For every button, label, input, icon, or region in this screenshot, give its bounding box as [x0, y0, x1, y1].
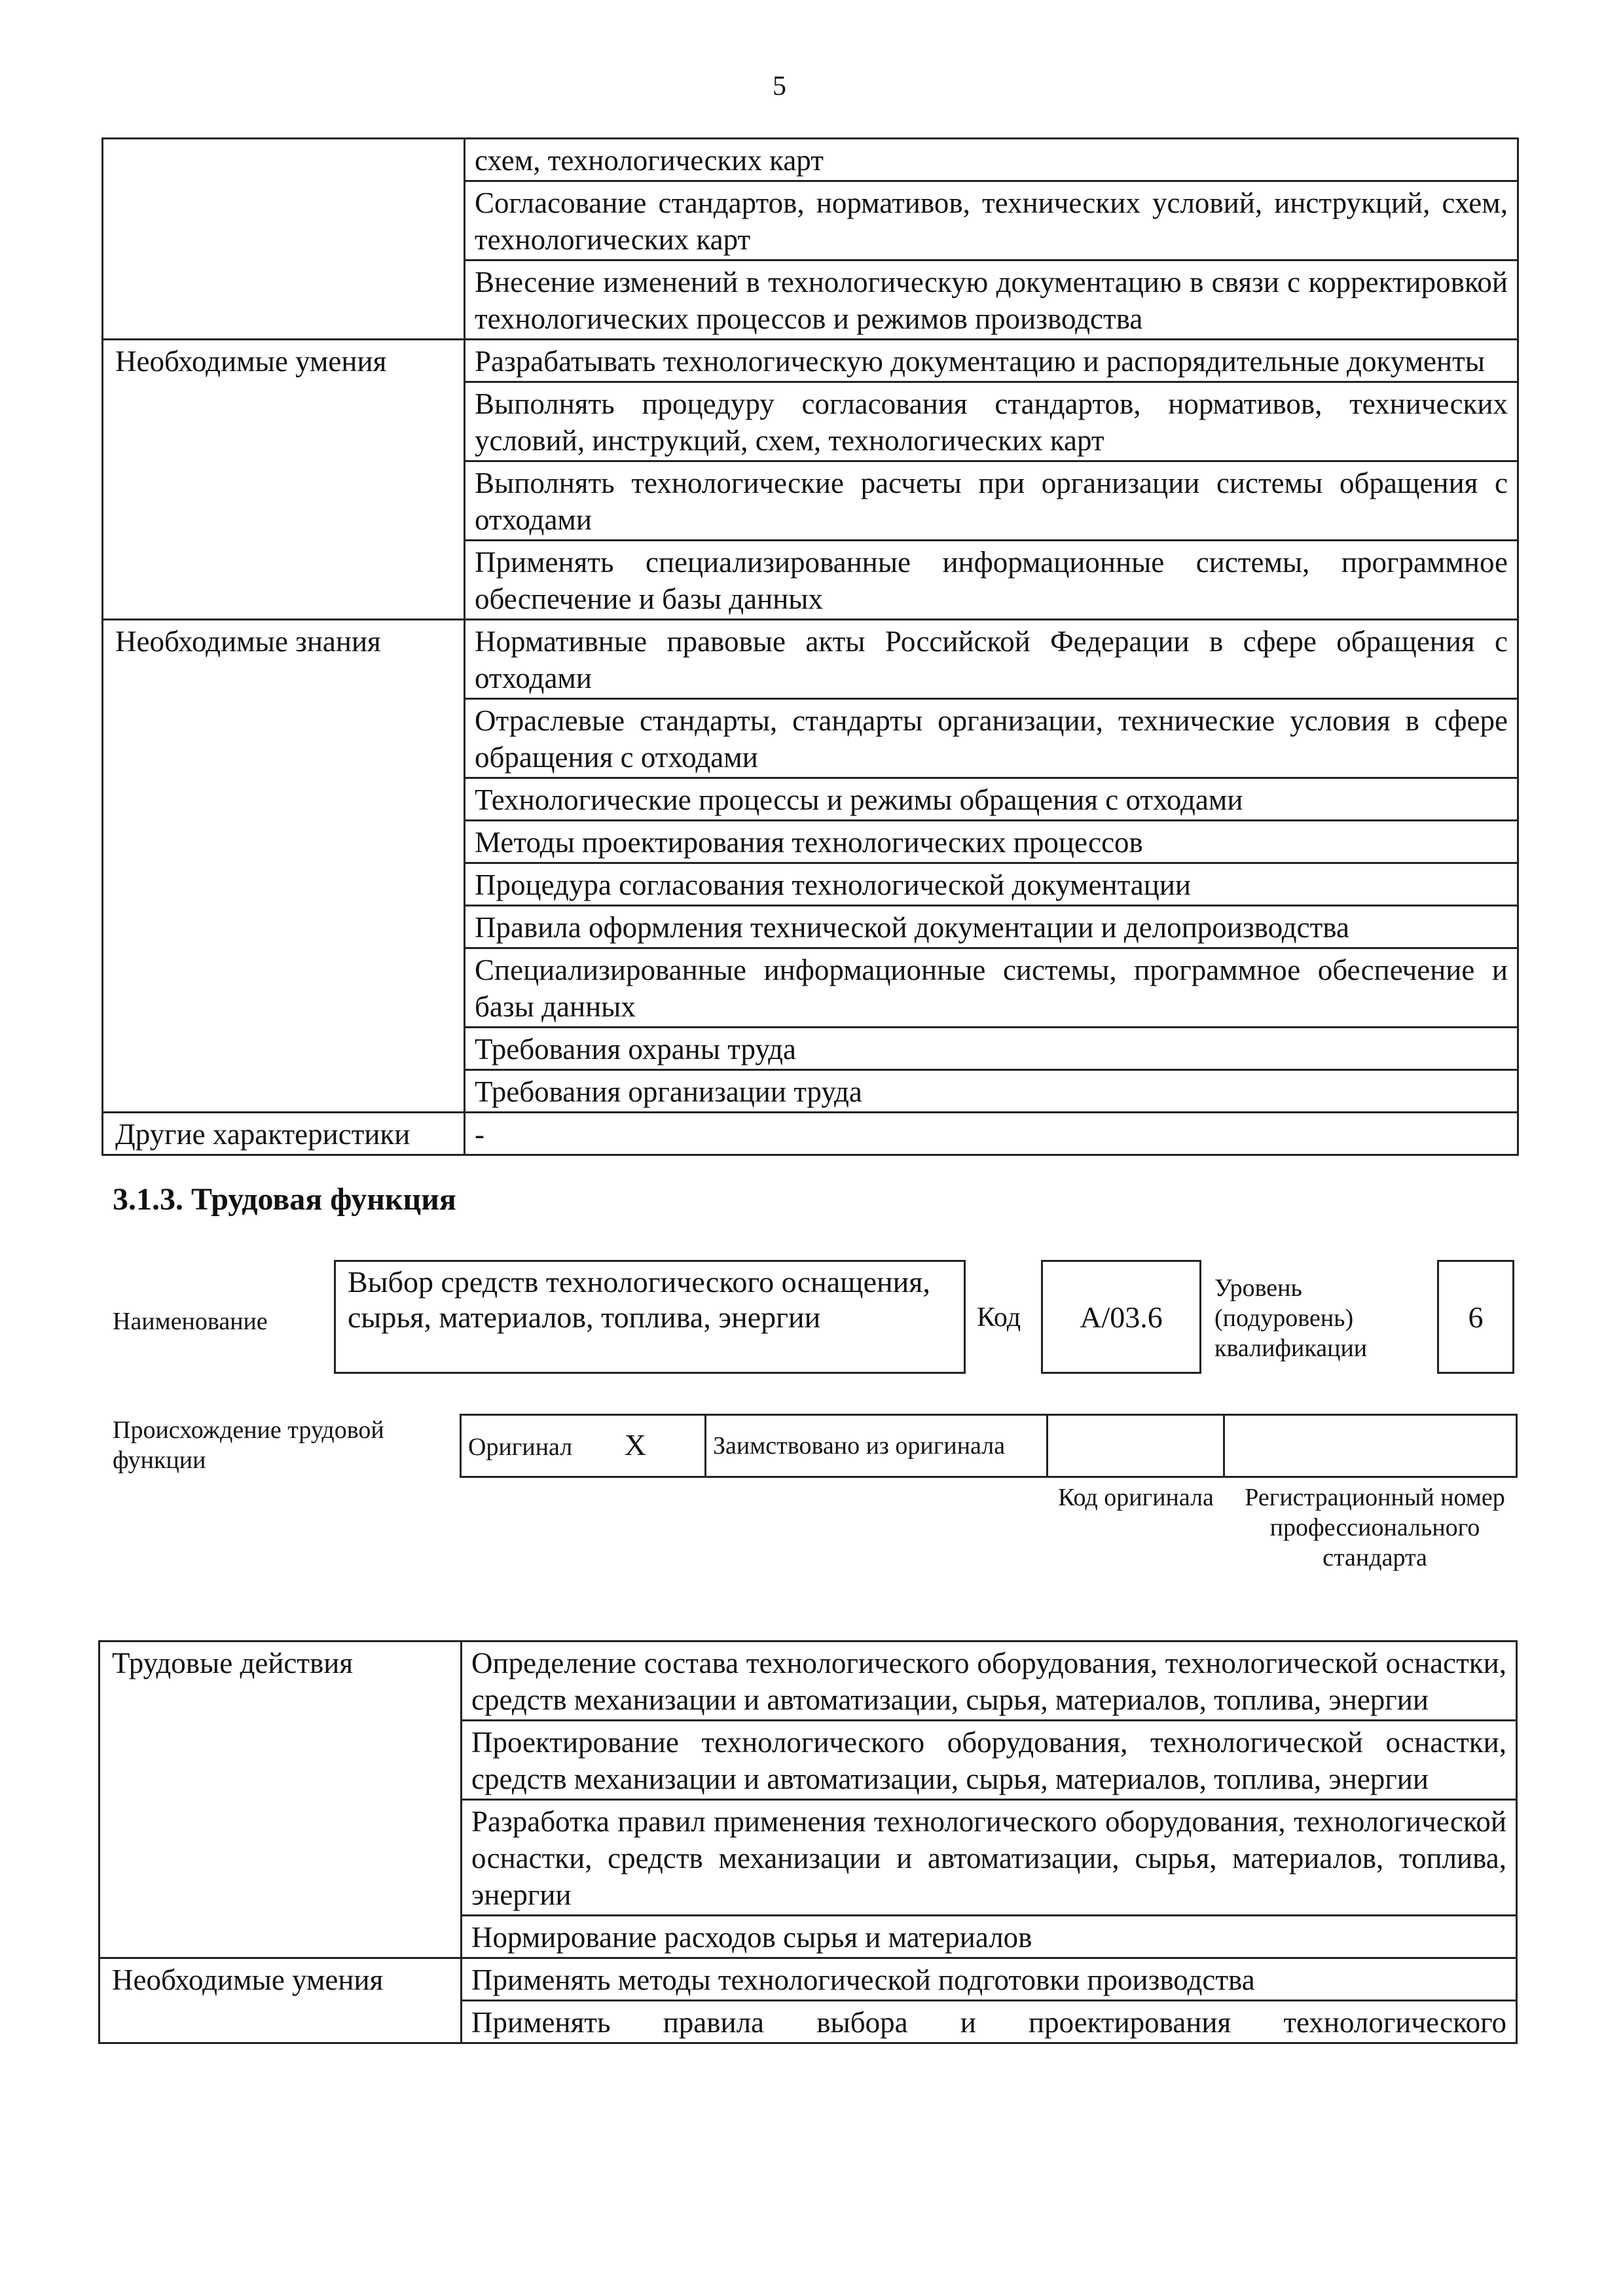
- table-row: [103, 139, 1518, 181]
- list-item: Специализированные информационные системы, программное обеспечение и базы данных: [465, 948, 1518, 1028]
- list-item: Выполнять процедуру согласования стандартов, нормативов, технических условий, инструкций, схем, технологических карт: [465, 382, 1518, 461]
- list-item: Определение состава технологического оборудования, технологической оснастки, средств механизации и автоматизации, сырья, материалов, топлива, энергии: [462, 1641, 1517, 1721]
- origin-borrowed: Заимствовано из оригинала: [706, 1415, 1048, 1477]
- origin-original: Оригинал: [468, 1433, 573, 1461]
- list-item: Процедура согласования технологической документации: [465, 863, 1518, 906]
- table-row: [100, 1641, 1517, 1721]
- list-item: -: [465, 1113, 1518, 1155]
- row-label-other: Другие характеристики: [103, 1113, 465, 1155]
- list-item: Применять правила выбора и проектирования технологического: [462, 2001, 1517, 2043]
- function-name-box: Выбор средств технологического оснащения, сырья, материалов, топлива, энергии: [334, 1260, 966, 1374]
- table-row: [100, 1958, 1517, 2001]
- section-title: 3.1.3. Трудовая функция: [113, 1182, 456, 1217]
- list-item: Применять методы технологической подготовки производства: [462, 1958, 1517, 2001]
- origin-reg-caption: Регистрационный номер профессионального стандарта: [1245, 1484, 1505, 1571]
- list-item: Методы проектирования технологических процессов: [465, 821, 1518, 863]
- list-item: Требования организации труда: [465, 1070, 1518, 1113]
- table-row: [103, 340, 1518, 382]
- list-item: Разрабатывать технологическую документацию и распорядительные документы: [465, 340, 1518, 382]
- origin-code-cell: [1048, 1415, 1224, 1477]
- requirements-table-top: [101, 137, 1519, 1156]
- list-item: схем, технологических карт: [465, 139, 1518, 181]
- level-box: 6: [1437, 1260, 1514, 1374]
- list-item: Нормирование расходов сырья и материалов: [462, 1916, 1517, 1958]
- list-item: Отраслевые стандарты, стандарты организации, технические условия в сфере обращения с отходами: [465, 699, 1518, 778]
- row-label-knowledge: Необходимые знания: [103, 620, 465, 1113]
- table-row: [103, 1113, 1518, 1155]
- origin-original-cell: [461, 1415, 706, 1477]
- origin-code-caption: Код оригинала: [1058, 1484, 1214, 1511]
- list-item: Правила оформления технической документации и делопроизводства: [465, 906, 1518, 948]
- list-item: Согласование стандартов, нормативов, технических условий, инструкций, схем, технологических карт: [465, 181, 1518, 260]
- list-item: Применять специализированные информационные системы, программное обеспечение и базы данных: [465, 541, 1518, 620]
- row-label-skills-2: Необходимые умения: [100, 1958, 462, 2043]
- row-label: [103, 139, 465, 340]
- code-box: А/03.6: [1041, 1260, 1201, 1374]
- row-label-skills: Необходимые умения: [103, 340, 465, 620]
- origin-table: [460, 1414, 1518, 1478]
- origin-reg-cell: [1224, 1415, 1517, 1477]
- list-item: Технологические процессы и режимы обращения с отходами: [465, 778, 1518, 821]
- row-label-actions: Трудовые действия: [100, 1641, 462, 1958]
- list-item: Требования охраны труда: [465, 1028, 1518, 1070]
- requirements-table-bottom: [98, 1640, 1518, 2044]
- list-item: Нормативные правовые акты Российской Федерации в сфере обращения с отходами: [465, 620, 1518, 699]
- name-label: Наименование: [113, 1308, 268, 1335]
- code-label: Код: [977, 1302, 1021, 1333]
- origin-label: Происхождение трудовой функции: [113, 1416, 384, 1474]
- level-label: Уровень (подуровень) квалификации: [1214, 1274, 1368, 1362]
- list-item: Внесение изменений в технологическую документацию в связи с корректировкой технологических процессов и режимов производства: [465, 260, 1518, 340]
- list-item: Проектирование технологического оборудования, технологической оснастки, средств механизации и автоматизации, сырья, материалов, топлива, энергии: [462, 1721, 1517, 1800]
- origin-mark: X: [624, 1427, 646, 1462]
- list-item: Выполнять технологические расчеты при организации системы обращения с отходами: [465, 461, 1518, 541]
- page-number: 5: [773, 71, 786, 101]
- table-row: [103, 620, 1518, 699]
- list-item: Разработка правил применения технологического оборудования, технологической оснастки, средств механизации и автоматизации, сырья, материалов, топлива, энергии: [462, 1800, 1517, 1916]
